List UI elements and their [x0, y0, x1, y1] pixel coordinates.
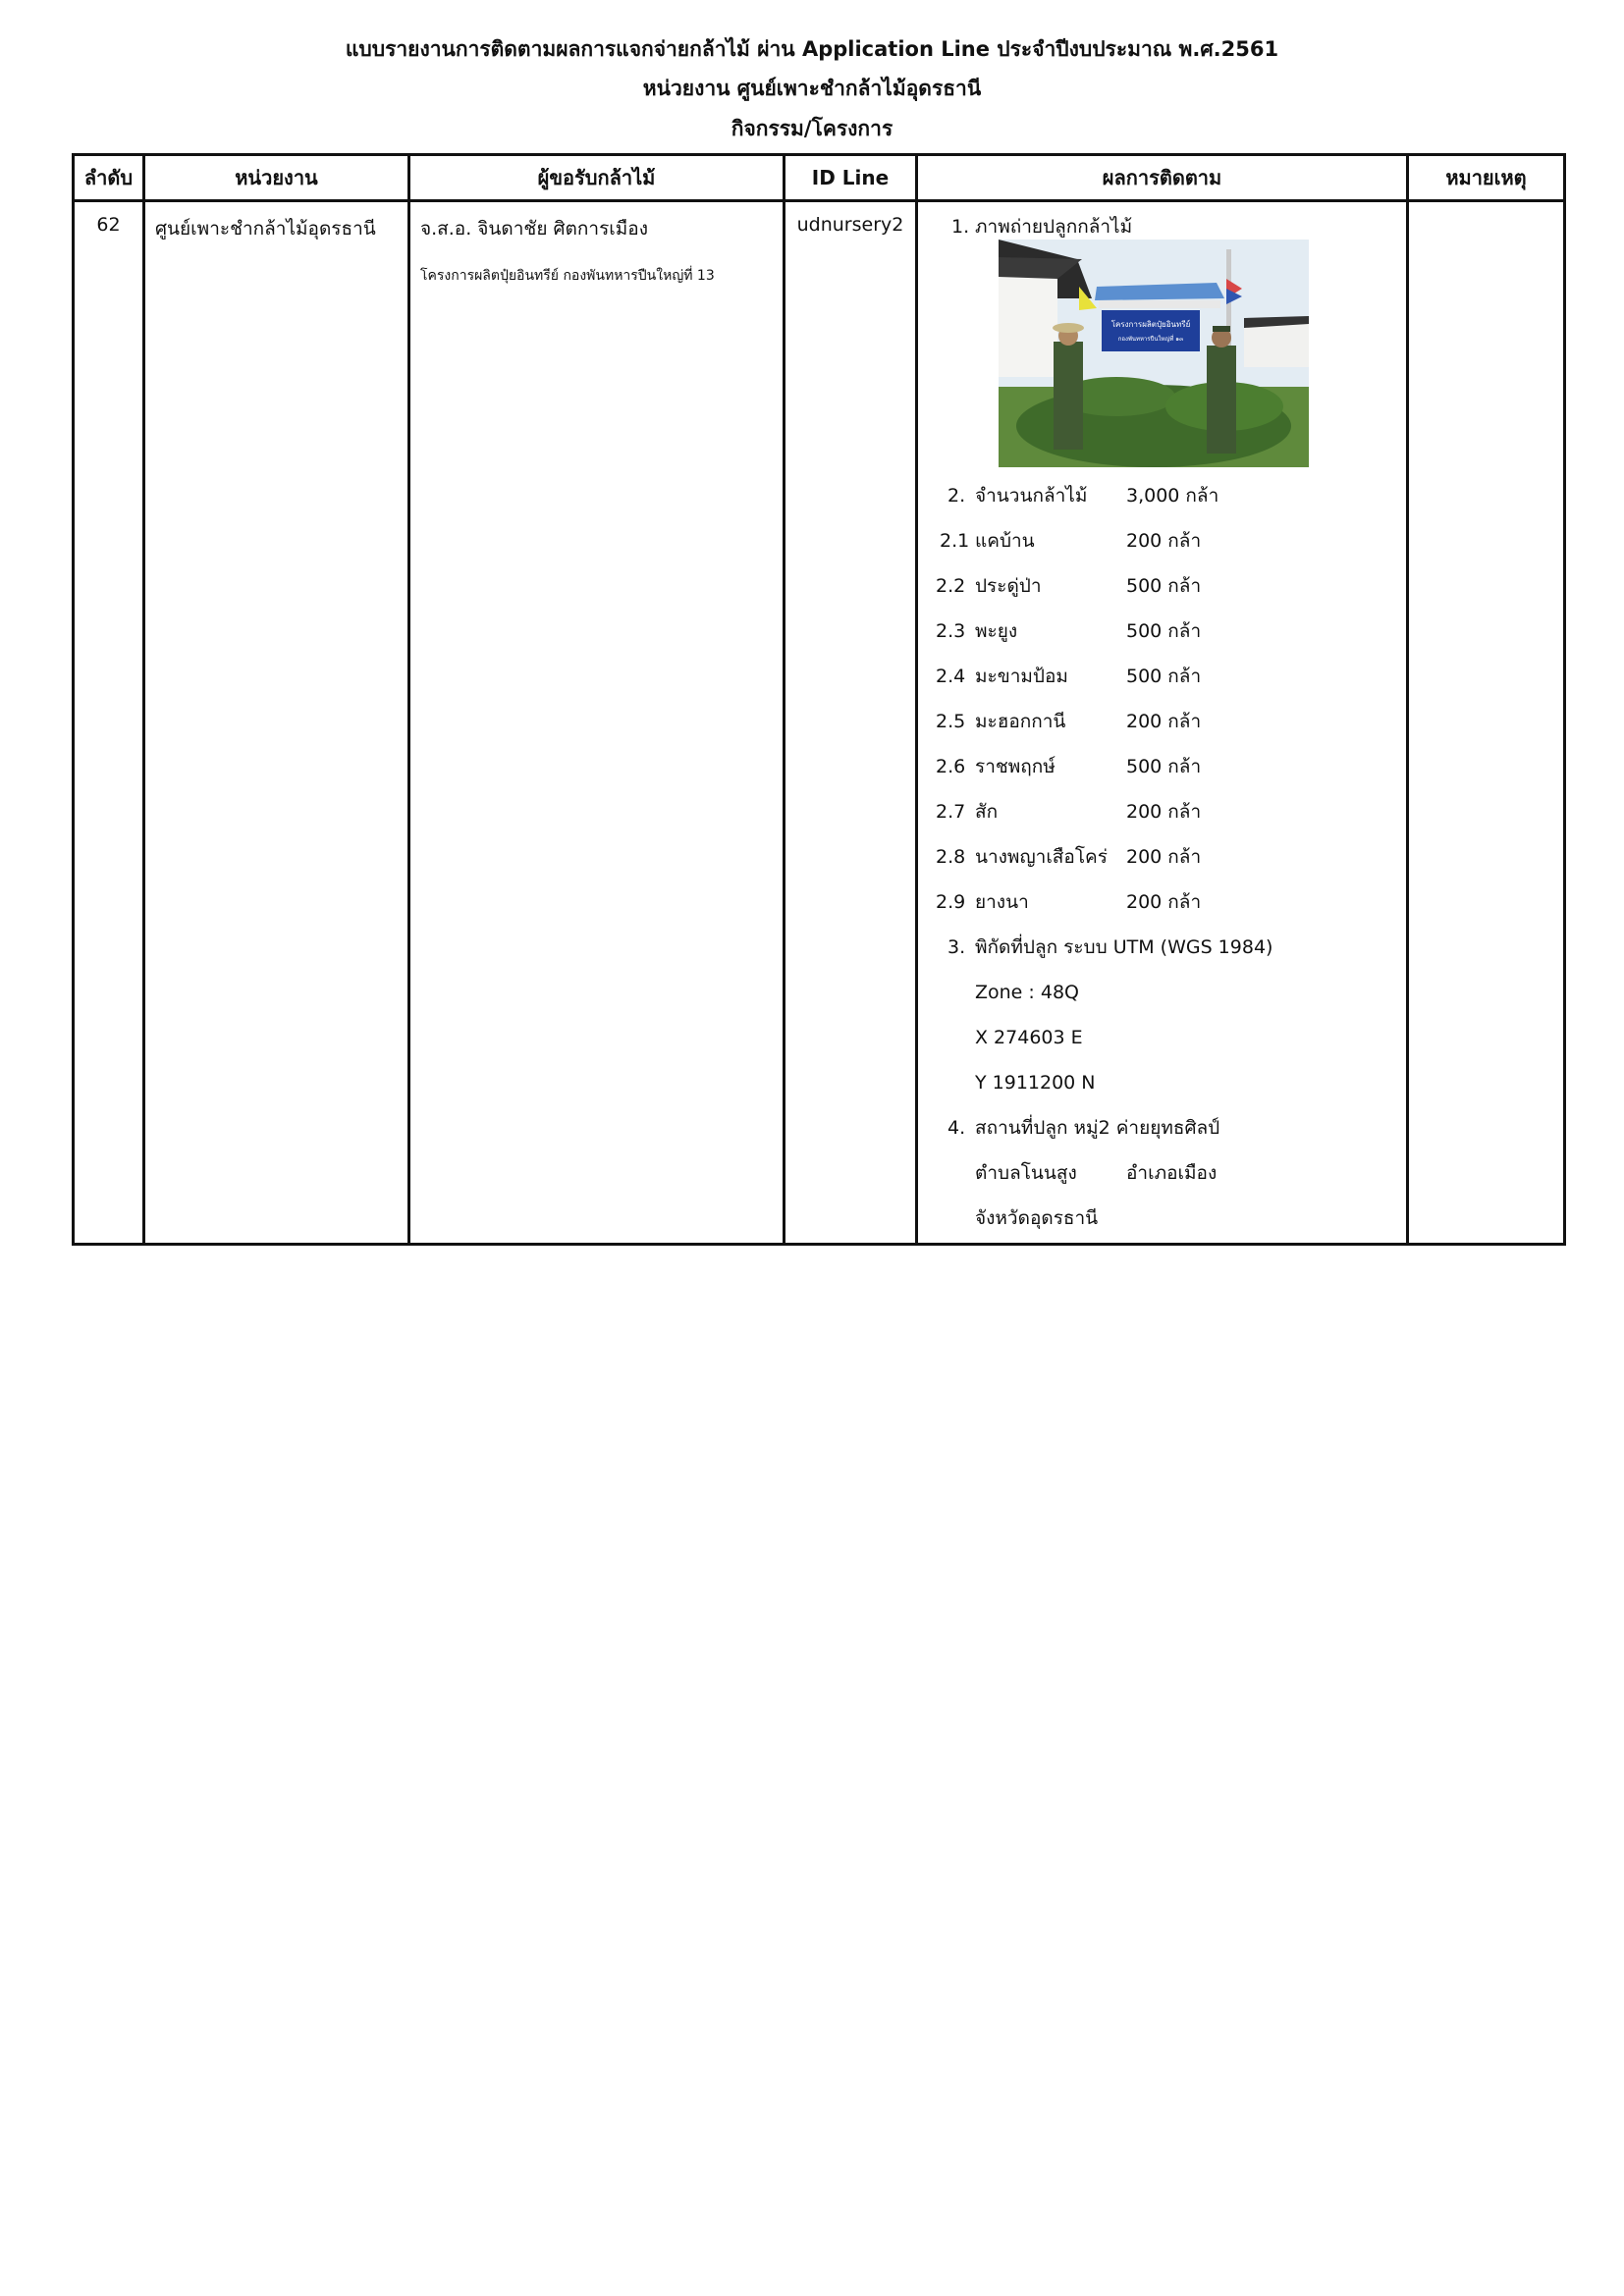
item-label: จำนวนกล้าไม้ [975, 485, 1088, 507]
col-header-recipient: ผู้ขอรับกล้าไม้ [409, 155, 785, 201]
species-qty: 200 กล้า [1126, 530, 1202, 552]
species-name: ประดู่ป่า [975, 575, 1042, 597]
item-value: 3,000 กล้า [1126, 485, 1219, 507]
species-number: 2.5 [936, 711, 966, 732]
col-header-remark: หมายเหตุ [1408, 155, 1565, 201]
project-name: โครงการผลิตปุ๋ยอินทรีย์ กองพันทหารปืนใหญ่ที่ 13 [420, 268, 715, 284]
item-label: พิกัดที่ปลูก ระบบ UTM (WGS 1984) [975, 936, 1273, 958]
item-number: 4. [947, 1117, 966, 1139]
district-text: อำเภอเมือง [1126, 1162, 1218, 1184]
species-name: ราชพฤกษ์ [975, 756, 1056, 777]
svg-text:กองพันทหารปืนใหญ่ที่ ๑๓: กองพันทหารปืนใหญ่ที่ ๑๓ [1117, 336, 1184, 343]
species-qty: 200 กล้า [1126, 891, 1202, 913]
species-number: 2.2 [936, 575, 966, 597]
species-name: พะยูง [975, 620, 1018, 642]
species-name: ยางนา [975, 891, 1029, 913]
recipient-name: จ.ส.อ. จินดาชัย ศิตการเมือง [420, 218, 648, 240]
unit-line: หน่วยงาน ศูนย์เพาะชำกล้าไม้อุดรธานี [642, 77, 982, 100]
species-number: 2.9 [936, 891, 966, 913]
species-number: 2.6 [936, 756, 966, 777]
item-number: 2. [947, 485, 966, 507]
report-title: แบบรายงานการติดตามผลการแจกจ่ายกล้าไม้ ผ่าน Application Line ประจำปีงบประมาณ พ.ศ.2561 [345, 37, 1279, 61]
species-number: 2.1 [940, 530, 970, 552]
species-qty: 500 กล้า [1126, 666, 1202, 687]
cell-id-line: udnursery2 [785, 201, 917, 1245]
species-qty: 500 กล้า [1126, 756, 1202, 777]
cell-result [917, 201, 1408, 1245]
activity-line: กิจกรรม/โครงการ [731, 117, 893, 140]
species-name: แคบ้าน [975, 530, 1035, 552]
province-text: จังหวัดอุดรธานี [975, 1207, 1099, 1229]
species-name: นางพญาเสือโคร่ [975, 846, 1108, 868]
report-table [72, 153, 1566, 1246]
header-row [74, 155, 1565, 201]
species-number: 2.4 [936, 666, 966, 687]
species-number: 2.7 [936, 801, 966, 823]
item-number: 3. [947, 936, 966, 958]
item-number: 1. [951, 216, 970, 238]
cell-no: 62 [74, 201, 144, 1245]
species-name: มะขามป้อม [975, 666, 1068, 687]
col-header-id-line: ID Line [785, 155, 917, 201]
table-row [74, 201, 1565, 1245]
col-header-agency: หน่วยงาน [144, 155, 409, 201]
zone-text: Zone : 48Q [975, 982, 1079, 1003]
y-text: Y 1911200 N [975, 1072, 1096, 1094]
svg-text:โครงการผลิตปุ๋ยอินทรีย์: โครงการผลิตปุ๋ยอินทรีย์ [1110, 320, 1191, 329]
cell-remark [1408, 201, 1565, 1245]
item-label: สถานที่ปลูก หมู่2 ค่ายยุทธศิลป์ [975, 1117, 1220, 1139]
species-qty: 200 กล้า [1126, 801, 1202, 823]
species-qty: 500 กล้า [1126, 575, 1202, 597]
col-header-result: ผลการติดตาม [917, 155, 1408, 201]
col-header-no: ลำดับ [74, 155, 144, 201]
cell-recipient [409, 201, 785, 1245]
species-number: 2.3 [936, 620, 966, 642]
species-number: 2.8 [936, 846, 966, 868]
species-qty: 500 กล้า [1126, 620, 1202, 642]
planting-photo [999, 240, 1309, 467]
species-qty: 200 กล้า [1126, 711, 1202, 732]
item-label: ภาพถ่ายปลูกกล้าไม้ [975, 216, 1133, 238]
species-name: มะฮอกกานี [975, 711, 1066, 732]
subdistrict-text: ตำบลโนนสูง [975, 1162, 1077, 1184]
cell-agency: ศูนย์เพาะชำกล้าไม้อุดรธานี [144, 201, 409, 1245]
species-name: สัก [975, 801, 999, 823]
x-text: X 274603 E [975, 1027, 1083, 1048]
result-content [918, 202, 1406, 1243]
species-qty: 200 กล้า [1126, 846, 1202, 868]
